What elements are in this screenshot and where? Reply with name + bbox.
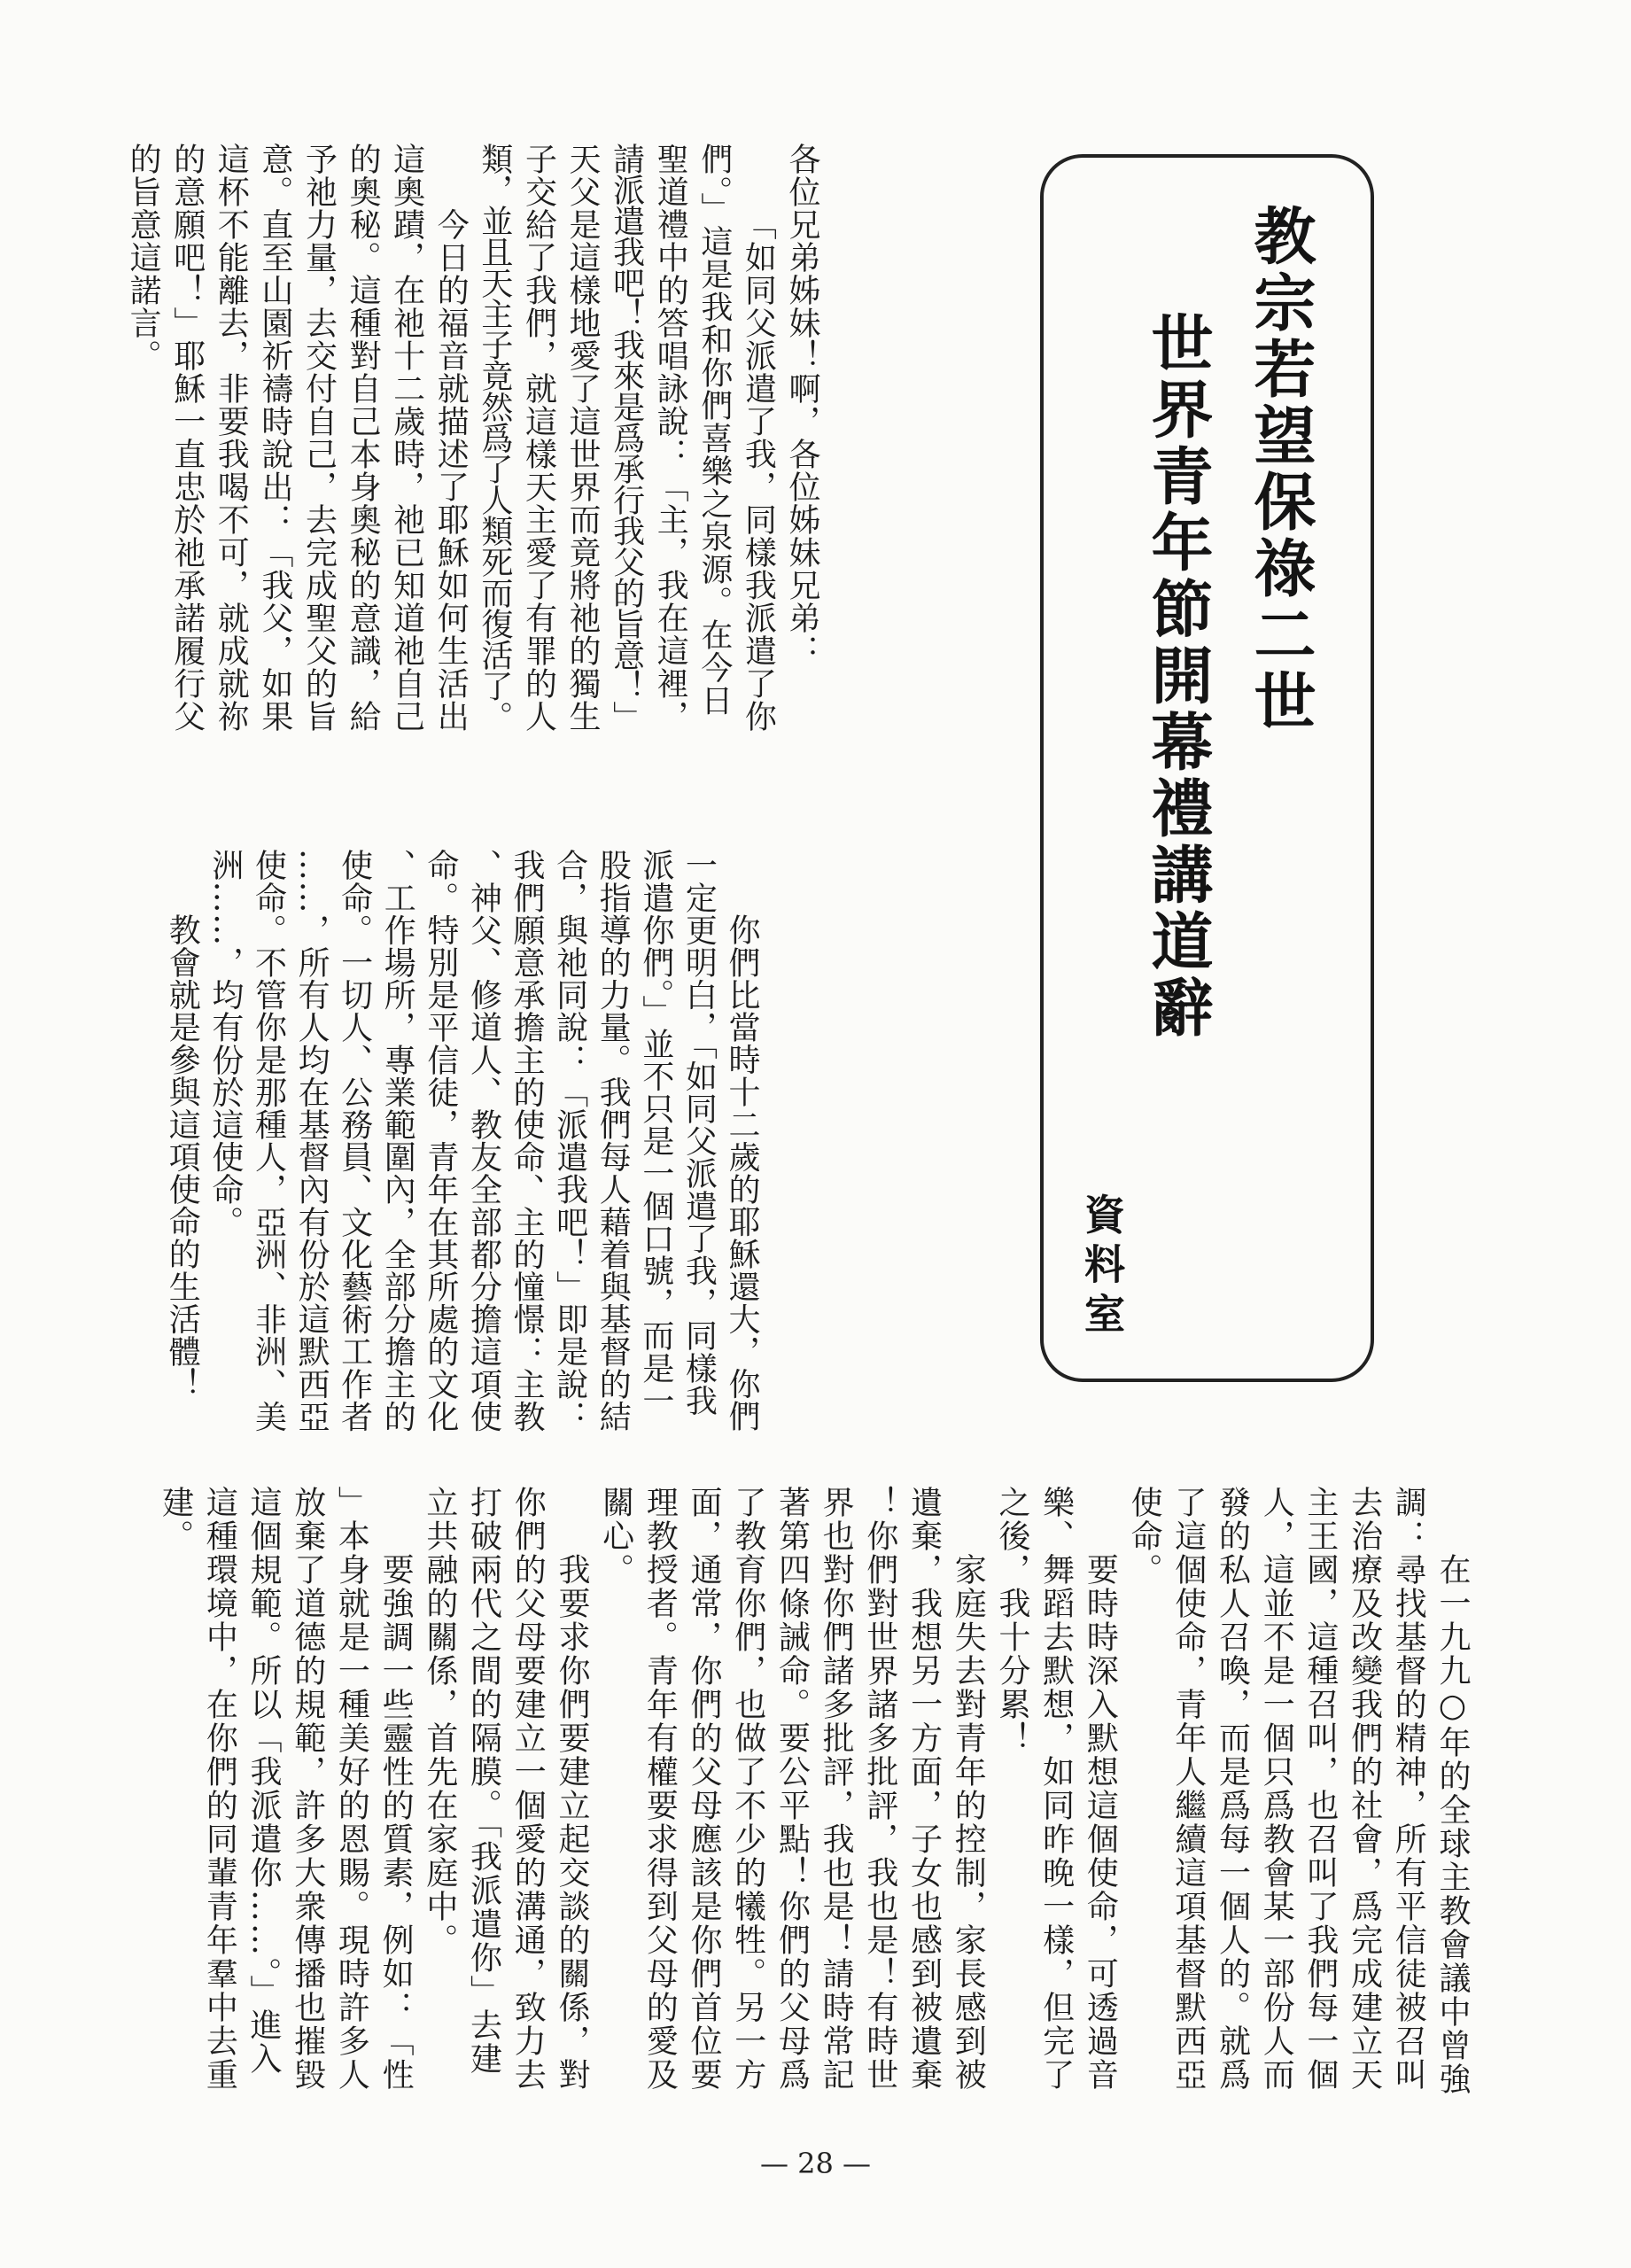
text-line: 的意願吧！」耶穌一直忠於祂承諾履行父 bbox=[168, 143, 206, 733]
text-line: 打破兩代之間的隔膜。「我派遣你」去建 bbox=[465, 1486, 502, 2076]
text-line: 、神父、修道人、教友全部都分擔這項使 bbox=[465, 849, 502, 1433]
text-line: 予祂力量，去交付自己，去完成聖父的旨 bbox=[300, 143, 338, 733]
text-line: 遺棄，我想另一方面，子女也感到被遺棄 bbox=[905, 1486, 943, 2092]
text-line: 」本身就是一種美好的恩賜。現時許多人 bbox=[333, 1486, 370, 2092]
article-title-line-2: 世界青年節開幕禮講道辭 bbox=[1141, 311, 1214, 1042]
text-block-middle bbox=[160, 849, 763, 1460]
text-line: 使命。不管你是那種人，亞洲、非洲、美 bbox=[250, 849, 287, 1433]
text-line: 使命。一切人、公務員、文化藝術工作者 bbox=[336, 849, 373, 1433]
page-number: — 28 — bbox=[759, 2147, 872, 2180]
text-line: 教會就是參與這項使命的生活體！ bbox=[164, 913, 201, 1400]
text-line: 們。」這是我和你們喜樂之泉源。在今日 bbox=[695, 143, 733, 717]
text-line: 去治療及改變我們的社會，爲完成建立天 bbox=[1346, 1486, 1383, 2092]
article-author: 資料室 bbox=[1078, 1193, 1126, 1342]
text-line: 聖道禮中的答唱詠說：「主，我在這裡， bbox=[652, 143, 689, 733]
text-line: 、工作場所，專業範圍內，全部分擔主的 bbox=[379, 849, 416, 1433]
text-line: 要時時深入默想這個使命，可透過音 bbox=[1082, 1553, 1119, 2092]
text-line: 使命。 bbox=[1126, 1486, 1163, 1587]
text-line: 請派遣我吧！我來是爲承行我父的旨意！」 bbox=[608, 143, 645, 732]
text-line: 類，並且天主子竟然爲了人類死而復活了。 bbox=[476, 143, 513, 732]
text-line: 的奧秘。這種對自己本身奧秘的意識，給 bbox=[345, 143, 382, 733]
text-line: 合，與祂同說：「派遣我吧！」即是說： bbox=[551, 849, 588, 1433]
text-line: 家庭失去對青年的控制，家長感到被 bbox=[950, 1553, 987, 2092]
text-line: 主王國，這種召叫，也召叫了我們每一個 bbox=[1301, 1486, 1339, 2092]
text-line: 洲……，均有份於這使命。 bbox=[206, 849, 244, 1239]
text-line: 我們願意承擔主的使命、主的憧憬：主教 bbox=[509, 849, 546, 1433]
text-line: 關心。 bbox=[597, 1486, 634, 1587]
text-line: 的旨意這諾言。 bbox=[125, 143, 162, 372]
text-line: 「如同父派遣了我，同樣我派遣了你 bbox=[740, 208, 777, 733]
text-line: ！你們對世界諸多批評，我也是！有時世 bbox=[861, 1486, 898, 2092]
text-line: 你們比當時十二歲的耶穌還大，你們 bbox=[724, 913, 760, 1433]
text-line: 理教授者。青年有權要求得到父母的愛及 bbox=[641, 1486, 679, 2092]
text-line: 人，這並不是一個只爲教會某一部份人而 bbox=[1258, 1486, 1295, 2092]
text-line: 在一九九○年的全球主教會議中曾強 bbox=[1434, 1553, 1471, 2096]
text-line: 放棄了道德的規範，許多大衆傳播也摧毀 bbox=[289, 1486, 326, 2092]
text-line: 一定更明白，「如同父派遣了我，同樣我 bbox=[680, 849, 718, 1417]
text-line: 樂、舞蹈去默想，如同昨晚一樣，但完了 bbox=[1037, 1486, 1075, 2092]
text-line: 今日的福音就描述了耶穌如何生活出 bbox=[432, 208, 470, 733]
text-line: 調：尋找基督的精神，所有平信徒被召叫 bbox=[1390, 1486, 1427, 2092]
article-title-line-1: 教宗若望保祿二世 bbox=[1244, 204, 1316, 735]
text-line: 派遣你們。」並不只是一個口號，而是一 bbox=[637, 849, 674, 1417]
text-line: 建。 bbox=[157, 1486, 194, 1553]
text-line: 各位兄弟姊妹！啊，各位姊妹兄弟： bbox=[784, 143, 820, 667]
text-line: 面，通常，你們的父母應該是你們首位要 bbox=[686, 1486, 723, 2092]
text-line: 意。直至山園祈禱時說出：「我父，如果 bbox=[256, 143, 293, 733]
text-line: 之後，我十分累！ bbox=[993, 1486, 1030, 1755]
text-line: 發的私人召喚，而是爲每一個人的。就爲 bbox=[1214, 1486, 1251, 2092]
text-line: 股指導的力量。我們每人藉着與基督的結 bbox=[594, 849, 632, 1433]
text-line: 這奧蹟，在祂十二歲時，祂已知道祂自己 bbox=[388, 143, 425, 733]
text-line: 了這個使命，青年人繼續這項基督默西亞 bbox=[1169, 1486, 1207, 2092]
text-line: 我要求你們要建立起交談的關係，對 bbox=[553, 1553, 590, 2092]
text-line: 這個規範。所以「我派遣你……。」進入 bbox=[245, 1486, 283, 2076]
title-box bbox=[1040, 154, 1374, 1382]
text-line: 著第四條誡命。要公平點！你們的父母爲 bbox=[773, 1486, 811, 2092]
text-line: 命。特別是平信徒，青年在其所處的文化 bbox=[422, 849, 459, 1433]
text-line: 界也對你們諸多批評，我也是！請時常記 bbox=[818, 1486, 855, 2092]
text-line: ……，所有人均在基督內有份於這默西亞 bbox=[293, 849, 330, 1433]
text-line: 了教育你們，也做了不少的犧牲。另一方 bbox=[729, 1486, 766, 2092]
text-line: 立共融的關係，首先在家庭中。 bbox=[421, 1486, 458, 1957]
text-line: 子交給了我們，就這樣天主愛了有罪的人 bbox=[520, 143, 557, 733]
text-line: 要強調一些靈性的質素，例如：「性 bbox=[377, 1553, 415, 2092]
text-block-bottom bbox=[153, 1486, 1474, 2124]
text-block-top bbox=[121, 143, 825, 763]
text-line: 你們的父母要建立一個愛的溝通，致力去 bbox=[509, 1486, 547, 2092]
text-line: 這杯不能離去，非要我喝不可，就成就祢 bbox=[213, 143, 250, 733]
text-line: 天父是這樣地愛了這世界而竟將祂的獨生 bbox=[564, 143, 602, 733]
text-line: 這種環境中，在你們的同輩青年羣中去重 bbox=[201, 1486, 238, 2092]
